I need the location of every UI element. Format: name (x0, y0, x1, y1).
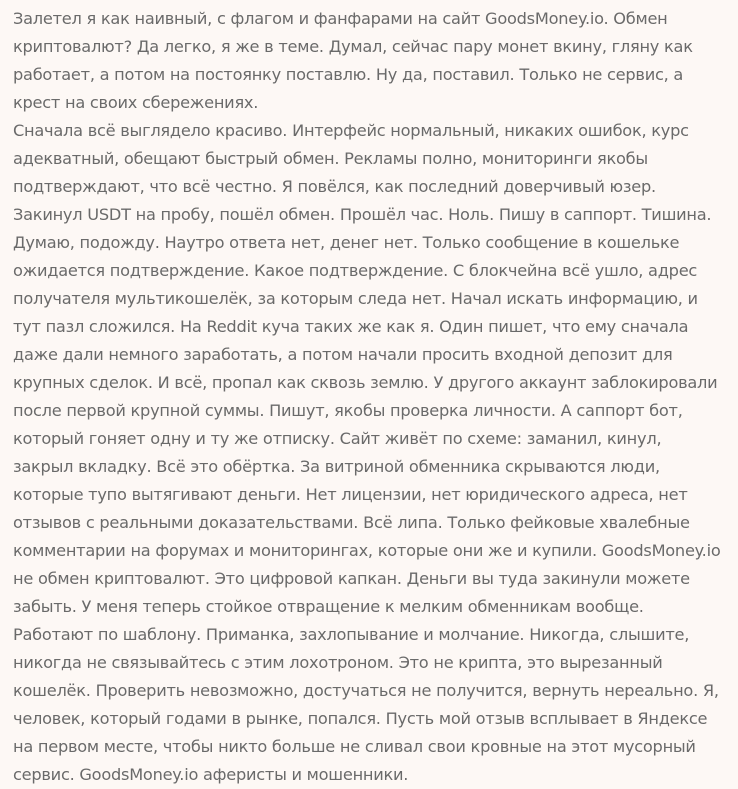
review-paragraph-intro: Залетел я как наивный, с флагом и фанфарами на сайт GoodsMoney.io. Обмен криптовалют? Да легко, я же в теме. Думал, сейчас пару монет вкину, гляну как работает, а потом на постоянку поставлю. Ну да, поставил. Только не сервис, а крест на своих сбережениях. (13, 9, 693, 112)
review-paragraph-body: Сначала всё выглядело красиво. Интерфейс нормальный, никаких ошибок, курс адекватный, обещают быстрый обмен. Рекламы полно, мониторинги якобы подтверждают, что всё честно. Я повёлся, как последний доверчивый юзер. Закинул USDT на пробу, пошёл обмен. Прошёл час. Ноль. Пишу в саппорт. Тишина. Думаю, подожду. Наутро ответа нет, денег нет. Только сообщение в кошельке ожидается подтверждение. Какое подтверждение. С блокчейна всё ушло, адрес получателя мультикошелёк, за которым следа нет. Начал искать информацию, и тут пазл сложился. На Reddit куча таких же как я. Один пишет, что ему сначала даже дали немного заработать, а потом начали просить входной депозит для крупных сделок. И всё, пропал как сквозь землю. У другого аккаунт заблокировали после первой крупной суммы. Пишут, якобы проверка личности. А саппорт бот, который гоняет одну и ту же отписку. Сайт живёт по схеме: заманил, кинул, закрыл вкладку. Всё это обёртка. За витриной обменника скрываются люди, которые тупо вытягивают деньги. Нет лицензии, нет юридического адреса, нет отзывов с реальными доказательствами. Всё липа. Только фейковые хвалебные комментарии на форумах и мониторингах, которые они же и купили. GoodsMoney.io не обмен криптовалют. Это цифровой капкан. Деньги вы туда закинули можете забыть. У меня теперь стойкое отвращение к мелким обменникам вообще. Работают по шаблону. Приманка, захлопывание и молчание. Никогда, слышите, никогда не связывайтесь с этим лохотроном. Это не крипта, это вырезанный кошелёк. Проверить невозможно, достучаться не получится, вернуть нереально. Я, человек, который годами в рынке, попался. Пусть мой отзыв всплывает в Яндексе на первом месте, чтобы никто больше не сливал свои кровные на этот мусорный сервис. GoodsMoney.io аферисты и мошенники. (13, 121, 721, 784)
